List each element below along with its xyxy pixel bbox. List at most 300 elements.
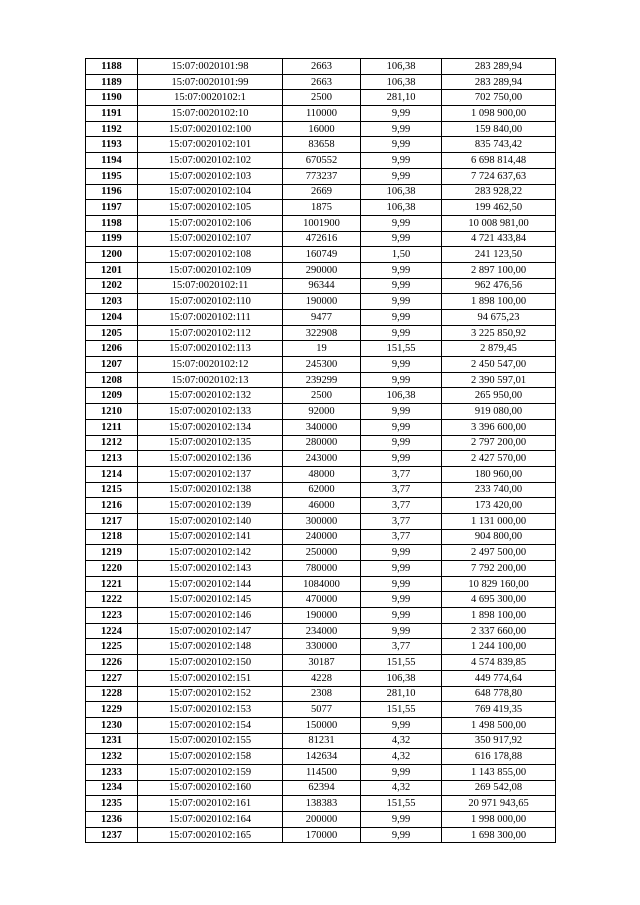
cadastral-value-cell: 10 008 981,00 — [442, 215, 556, 231]
row-number-cell: 1209 — [86, 388, 138, 404]
specific-value-cell: 106,38 — [361, 74, 442, 90]
table-row — [86, 247, 556, 263]
specific-value-cell: 9,99 — [361, 215, 442, 231]
cadastral-number-cell: 15:07:0020102:160 — [138, 780, 283, 796]
table-body — [86, 59, 556, 843]
cadastral-number-cell: 15:07:0020102:158 — [138, 749, 283, 765]
specific-value-cell: 9,99 — [361, 168, 442, 184]
row-number-cell: 1192 — [86, 121, 138, 137]
table-row — [86, 717, 556, 733]
specific-value-cell: 9,99 — [361, 764, 442, 780]
cadastral-number-cell: 15:07:0020102:153 — [138, 702, 283, 718]
cadastral-number-cell: 15:07:0020102:140 — [138, 513, 283, 529]
area-cell: 110000 — [283, 106, 361, 122]
specific-value-cell: 9,99 — [361, 153, 442, 169]
cadastral-value-cell: 4 721 433,84 — [442, 231, 556, 247]
table-row — [86, 153, 556, 169]
cadastral-number-cell: 15:07:0020102:12 — [138, 357, 283, 373]
area-cell: 239299 — [283, 372, 361, 388]
table-row — [86, 592, 556, 608]
table-row — [86, 310, 556, 326]
cadastral-value-cell: 94 675,23 — [442, 310, 556, 326]
table-row — [86, 482, 556, 498]
cadastral-value-cell: 3 396 600,00 — [442, 419, 556, 435]
area-cell: 773237 — [283, 168, 361, 184]
cadastral-value-cell: 199 462,50 — [442, 200, 556, 216]
cadastral-number-cell: 15:07:0020102:143 — [138, 561, 283, 577]
specific-value-cell: 9,99 — [361, 294, 442, 310]
table-row — [86, 168, 556, 184]
row-number-cell: 1231 — [86, 733, 138, 749]
table-row — [86, 137, 556, 153]
cadastral-number-cell: 15:07:0020102:152 — [138, 686, 283, 702]
cadastral-value-cell: 2 390 597,01 — [442, 372, 556, 388]
cadastral-number-cell: 15:07:0020102:107 — [138, 231, 283, 247]
cadastral-number-cell: 15:07:0020102:139 — [138, 498, 283, 514]
row-number-cell: 1229 — [86, 702, 138, 718]
cadastral-value-cell: 904 800,00 — [442, 529, 556, 545]
area-cell: 780000 — [283, 561, 361, 577]
area-cell: 138383 — [283, 796, 361, 812]
table-row — [86, 372, 556, 388]
cadastral-number-cell: 15:07:0020102:159 — [138, 764, 283, 780]
specific-value-cell: 9,99 — [361, 231, 442, 247]
area-cell: 83658 — [283, 137, 361, 153]
area-cell: 2308 — [283, 686, 361, 702]
cadastral-value-cell: 702 750,00 — [442, 90, 556, 106]
cadastral-number-cell: 15:07:0020102:148 — [138, 639, 283, 655]
table-row — [86, 670, 556, 686]
area-cell: 160749 — [283, 247, 361, 263]
cadastral-number-cell: 15:07:0020102:164 — [138, 812, 283, 828]
table-row — [86, 812, 556, 828]
table-row — [86, 215, 556, 231]
specific-value-cell: 9,99 — [361, 576, 442, 592]
specific-value-cell: 3,77 — [361, 513, 442, 529]
cadastral-value-cell: 2 497 500,00 — [442, 545, 556, 561]
row-number-cell: 1236 — [86, 812, 138, 828]
cadastral-number-cell: 15:07:0020102:109 — [138, 262, 283, 278]
cadastral-value-cell: 159 840,00 — [442, 121, 556, 137]
row-number-cell: 1210 — [86, 404, 138, 420]
table-row — [86, 623, 556, 639]
cadastral-number-cell: 15:07:0020102:112 — [138, 325, 283, 341]
row-number-cell: 1204 — [86, 310, 138, 326]
row-number-cell: 1193 — [86, 137, 138, 153]
cadastral-number-cell: 15:07:0020102:136 — [138, 451, 283, 467]
cadastral-number-cell: 15:07:0020102:103 — [138, 168, 283, 184]
specific-value-cell: 9,99 — [361, 717, 442, 733]
table-row — [86, 827, 556, 843]
specific-value-cell: 9,99 — [361, 545, 442, 561]
specific-value-cell: 3,77 — [361, 498, 442, 514]
table-row — [86, 513, 556, 529]
cadastral-value-cell: 233 740,00 — [442, 482, 556, 498]
cadastral-value-cell: 2 427 570,00 — [442, 451, 556, 467]
row-number-cell: 1224 — [86, 623, 138, 639]
cadastral-value-cell: 835 743,42 — [442, 137, 556, 153]
row-number-cell: 1197 — [86, 200, 138, 216]
cadastral-number-cell: 15:07:0020102:105 — [138, 200, 283, 216]
cadastral-value-cell: 269 542,08 — [442, 780, 556, 796]
area-cell: 16000 — [283, 121, 361, 137]
cadastral-value-cell: 241 123,50 — [442, 247, 556, 263]
specific-value-cell: 9,99 — [361, 137, 442, 153]
specific-value-cell: 4,32 — [361, 733, 442, 749]
area-cell: 670552 — [283, 153, 361, 169]
table-row — [86, 435, 556, 451]
cadastral-value-cell: 1 898 100,00 — [442, 608, 556, 624]
specific-value-cell: 4,32 — [361, 780, 442, 796]
area-cell: 250000 — [283, 545, 361, 561]
cadastral-value-cell: 962 476,56 — [442, 278, 556, 294]
row-number-cell: 1194 — [86, 153, 138, 169]
cadastral-number-cell: 15:07:0020102:150 — [138, 655, 283, 671]
area-cell: 472616 — [283, 231, 361, 247]
row-number-cell: 1205 — [86, 325, 138, 341]
table-row — [86, 294, 556, 310]
table-row — [86, 231, 556, 247]
specific-value-cell: 9,99 — [361, 623, 442, 639]
row-number-cell: 1202 — [86, 278, 138, 294]
cadastral-value-cell: 20 971 943,65 — [442, 796, 556, 812]
cadastral-number-cell: 15:07:0020102:161 — [138, 796, 283, 812]
specific-value-cell: 3,77 — [361, 466, 442, 482]
table-row — [86, 278, 556, 294]
cadastral-number-cell: 15:07:0020102:10 — [138, 106, 283, 122]
specific-value-cell: 106,38 — [361, 200, 442, 216]
specific-value-cell: 9,99 — [361, 451, 442, 467]
table-row — [86, 74, 556, 90]
cadastral-number-cell: 15:07:0020102:102 — [138, 153, 283, 169]
row-number-cell: 1188 — [86, 59, 138, 75]
row-number-cell: 1199 — [86, 231, 138, 247]
cadastral-value-cell: 180 960,00 — [442, 466, 556, 482]
cadastral-number-cell: 15:07:0020102:151 — [138, 670, 283, 686]
area-cell: 92000 — [283, 404, 361, 420]
cadastral-number-cell: 15:07:0020102:13 — [138, 372, 283, 388]
specific-value-cell: 9,99 — [361, 608, 442, 624]
cadastral-value-cell: 7 724 637,63 — [442, 168, 556, 184]
cadastral-value-cell: 1 143 855,00 — [442, 764, 556, 780]
specific-value-cell: 281,10 — [361, 686, 442, 702]
specific-value-cell: 106,38 — [361, 670, 442, 686]
area-cell: 62394 — [283, 780, 361, 796]
table-row — [86, 561, 556, 577]
row-number-cell: 1225 — [86, 639, 138, 655]
row-number-cell: 1198 — [86, 215, 138, 231]
specific-value-cell: 3,77 — [361, 529, 442, 545]
specific-value-cell: 3,77 — [361, 639, 442, 655]
area-cell: 322908 — [283, 325, 361, 341]
table-row — [86, 576, 556, 592]
specific-value-cell: 9,99 — [361, 435, 442, 451]
table-row — [86, 341, 556, 357]
cadastral-value-cell: 283 289,94 — [442, 59, 556, 75]
specific-value-cell: 9,99 — [361, 325, 442, 341]
cadastral-number-cell: 15:07:0020101:99 — [138, 74, 283, 90]
specific-value-cell: 281,10 — [361, 90, 442, 106]
cadastral-value-cell: 919 080,00 — [442, 404, 556, 420]
cadastral-number-cell: 15:07:0020102:155 — [138, 733, 283, 749]
cadastral-value-cell: 173 420,00 — [442, 498, 556, 514]
cadastral-number-cell: 15:07:0020102:110 — [138, 294, 283, 310]
cadastral-number-cell: 15:07:0020102:133 — [138, 404, 283, 420]
row-number-cell: 1196 — [86, 184, 138, 200]
specific-value-cell: 106,38 — [361, 388, 442, 404]
area-cell: 114500 — [283, 764, 361, 780]
area-cell: 2663 — [283, 59, 361, 75]
area-cell: 240000 — [283, 529, 361, 545]
cadastral-number-cell: 15:07:0020102:111 — [138, 310, 283, 326]
cadastral-number-cell: 15:07:0020102:142 — [138, 545, 283, 561]
table-row — [86, 106, 556, 122]
specific-value-cell: 9,99 — [361, 262, 442, 278]
area-cell: 280000 — [283, 435, 361, 451]
area-cell: 2500 — [283, 90, 361, 106]
cadastral-value-cell: 4 574 839,85 — [442, 655, 556, 671]
table-row — [86, 702, 556, 718]
row-number-cell: 1233 — [86, 764, 138, 780]
specific-value-cell: 1,50 — [361, 247, 442, 263]
cadastral-number-cell: 15:07:0020102:138 — [138, 482, 283, 498]
table-row — [86, 90, 556, 106]
cadastral-value-cell: 1 898 100,00 — [442, 294, 556, 310]
row-number-cell: 1228 — [86, 686, 138, 702]
cadastral-number-cell: 15:07:0020102:101 — [138, 137, 283, 153]
area-cell: 234000 — [283, 623, 361, 639]
area-cell: 170000 — [283, 827, 361, 843]
row-number-cell: 1220 — [86, 561, 138, 577]
cadastral-number-cell: 15:07:0020102:137 — [138, 466, 283, 482]
area-cell: 96344 — [283, 278, 361, 294]
row-number-cell: 1216 — [86, 498, 138, 514]
table-row — [86, 655, 556, 671]
specific-value-cell: 3,77 — [361, 482, 442, 498]
row-number-cell: 1218 — [86, 529, 138, 545]
table-row — [86, 357, 556, 373]
row-number-cell: 1234 — [86, 780, 138, 796]
cadastral-value-cell: 350 917,92 — [442, 733, 556, 749]
row-number-cell: 1195 — [86, 168, 138, 184]
cadastral-value-cell: 3 225 850,92 — [442, 325, 556, 341]
specific-value-cell: 9,99 — [361, 310, 442, 326]
cadastral-number-cell: 15:07:0020102:147 — [138, 623, 283, 639]
specific-value-cell: 9,99 — [361, 357, 442, 373]
table-row — [86, 466, 556, 482]
row-number-cell: 1213 — [86, 451, 138, 467]
table-row — [86, 733, 556, 749]
table-row — [86, 325, 556, 341]
specific-value-cell: 9,99 — [361, 121, 442, 137]
area-cell: 81231 — [283, 733, 361, 749]
specific-value-cell: 9,99 — [361, 827, 442, 843]
area-cell: 4228 — [283, 670, 361, 686]
cadastral-number-cell: 15:07:0020102:154 — [138, 717, 283, 733]
table-row — [86, 796, 556, 812]
cadastral-value-cell: 1 498 500,00 — [442, 717, 556, 733]
table-row — [86, 749, 556, 765]
cadastral-value-cell: 265 950,00 — [442, 388, 556, 404]
specific-value-cell: 9,99 — [361, 592, 442, 608]
cadastral-number-cell: 15:07:0020102:11 — [138, 278, 283, 294]
cadastral-number-cell: 15:07:0020102:144 — [138, 576, 283, 592]
cadastral-value-cell: 449 774,64 — [442, 670, 556, 686]
cadastral-value-cell: 1 131 000,00 — [442, 513, 556, 529]
table-row — [86, 262, 556, 278]
specific-value-cell: 151,55 — [361, 341, 442, 357]
table-row — [86, 498, 556, 514]
row-number-cell: 1214 — [86, 466, 138, 482]
row-number-cell: 1235 — [86, 796, 138, 812]
area-cell: 150000 — [283, 717, 361, 733]
area-cell: 62000 — [283, 482, 361, 498]
area-cell: 46000 — [283, 498, 361, 514]
cadastral-value-cell: 2 450 547,00 — [442, 357, 556, 373]
area-cell: 2663 — [283, 74, 361, 90]
row-number-cell: 1208 — [86, 372, 138, 388]
row-number-cell: 1207 — [86, 357, 138, 373]
specific-value-cell: 151,55 — [361, 655, 442, 671]
row-number-cell: 1232 — [86, 749, 138, 765]
cadastral-number-cell: 15:07:0020102:108 — [138, 247, 283, 263]
table-row — [86, 200, 556, 216]
table-row — [86, 529, 556, 545]
area-cell: 1084000 — [283, 576, 361, 592]
area-cell: 243000 — [283, 451, 361, 467]
area-cell: 290000 — [283, 262, 361, 278]
row-number-cell: 1222 — [86, 592, 138, 608]
cadastral-number-cell: 15:07:0020102:132 — [138, 388, 283, 404]
row-number-cell: 1217 — [86, 513, 138, 529]
area-cell: 1875 — [283, 200, 361, 216]
area-cell: 330000 — [283, 639, 361, 655]
row-number-cell: 1212 — [86, 435, 138, 451]
cadastral-value-cell: 283 289,94 — [442, 74, 556, 90]
table-row — [86, 764, 556, 780]
area-cell: 470000 — [283, 592, 361, 608]
table-row — [86, 686, 556, 702]
cadastral-value-cell: 616 178,88 — [442, 749, 556, 765]
row-number-cell: 1200 — [86, 247, 138, 263]
specific-value-cell: 4,32 — [361, 749, 442, 765]
row-number-cell: 1189 — [86, 74, 138, 90]
cadastral-value-cell: 769 419,35 — [442, 702, 556, 718]
cadastral-value-cell: 2 897 100,00 — [442, 262, 556, 278]
table-row — [86, 388, 556, 404]
cadastral-number-cell: 15:07:0020102:135 — [138, 435, 283, 451]
cadastral-number-cell: 15:07:0020102:113 — [138, 341, 283, 357]
cadastral-value-cell: 1 098 900,00 — [442, 106, 556, 122]
row-number-cell: 1219 — [86, 545, 138, 561]
table-row — [86, 608, 556, 624]
specific-value-cell: 106,38 — [361, 59, 442, 75]
row-number-cell: 1227 — [86, 670, 138, 686]
cadastral-value-cell: 1 998 000,00 — [442, 812, 556, 828]
area-cell: 19 — [283, 341, 361, 357]
row-number-cell: 1211 — [86, 419, 138, 435]
area-cell: 300000 — [283, 513, 361, 529]
area-cell: 245300 — [283, 357, 361, 373]
specific-value-cell: 9,99 — [361, 404, 442, 420]
specific-value-cell: 9,99 — [361, 561, 442, 577]
specific-value-cell: 9,99 — [361, 372, 442, 388]
specific-value-cell: 9,99 — [361, 106, 442, 122]
cadastral-number-cell: 15:07:0020101:98 — [138, 59, 283, 75]
cadastral-number-cell: 15:07:0020102:104 — [138, 184, 283, 200]
cadastral-value-cell: 2 879,45 — [442, 341, 556, 357]
table-row — [86, 184, 556, 200]
table-row — [86, 639, 556, 655]
row-number-cell: 1237 — [86, 827, 138, 843]
cadastral-value-cell: 6 698 814,48 — [442, 153, 556, 169]
area-cell: 200000 — [283, 812, 361, 828]
cadastral-value-table — [85, 58, 556, 843]
cadastral-number-cell: 15:07:0020102:145 — [138, 592, 283, 608]
row-number-cell: 1191 — [86, 106, 138, 122]
cadastral-number-cell: 15:07:0020102:1 — [138, 90, 283, 106]
row-number-cell: 1190 — [86, 90, 138, 106]
table-row — [86, 419, 556, 435]
cadastral-value-cell: 7 792 200,00 — [442, 561, 556, 577]
cadastral-number-cell: 15:07:0020102:165 — [138, 827, 283, 843]
area-cell: 30187 — [283, 655, 361, 671]
row-number-cell: 1203 — [86, 294, 138, 310]
cadastral-value-cell: 2 337 660,00 — [442, 623, 556, 639]
specific-value-cell: 106,38 — [361, 184, 442, 200]
row-number-cell: 1223 — [86, 608, 138, 624]
table-row — [86, 59, 556, 75]
area-cell: 340000 — [283, 419, 361, 435]
row-number-cell: 1201 — [86, 262, 138, 278]
table-row — [86, 780, 556, 796]
area-cell: 2500 — [283, 388, 361, 404]
cadastral-value-cell: 283 928,22 — [442, 184, 556, 200]
cadastral-number-cell: 15:07:0020102:146 — [138, 608, 283, 624]
cadastral-number-cell: 15:07:0020102:141 — [138, 529, 283, 545]
cadastral-value-cell: 2 797 200,00 — [442, 435, 556, 451]
specific-value-cell: 9,99 — [361, 812, 442, 828]
specific-value-cell: 151,55 — [361, 702, 442, 718]
cadastral-value-cell: 1 698 300,00 — [442, 827, 556, 843]
table-row — [86, 451, 556, 467]
specific-value-cell: 9,99 — [361, 278, 442, 294]
table-row — [86, 545, 556, 561]
cadastral-value-cell: 4 695 300,00 — [442, 592, 556, 608]
row-number-cell: 1230 — [86, 717, 138, 733]
cadastral-number-cell: 15:07:0020102:134 — [138, 419, 283, 435]
area-cell: 48000 — [283, 466, 361, 482]
cadastral-value-cell: 1 244 100,00 — [442, 639, 556, 655]
table-row — [86, 121, 556, 137]
cadastral-value-cell: 10 829 160,00 — [442, 576, 556, 592]
cadastral-number-cell: 15:07:0020102:100 — [138, 121, 283, 137]
row-number-cell: 1221 — [86, 576, 138, 592]
table-row — [86, 404, 556, 420]
area-cell: 1001900 — [283, 215, 361, 231]
area-cell: 5077 — [283, 702, 361, 718]
area-cell: 142634 — [283, 749, 361, 765]
row-number-cell: 1226 — [86, 655, 138, 671]
area-cell: 2669 — [283, 184, 361, 200]
row-number-cell: 1215 — [86, 482, 138, 498]
cadastral-value-cell: 648 778,80 — [442, 686, 556, 702]
specific-value-cell: 9,99 — [361, 419, 442, 435]
area-cell: 190000 — [283, 608, 361, 624]
specific-value-cell: 151,55 — [361, 796, 442, 812]
cadastral-number-cell: 15:07:0020102:106 — [138, 215, 283, 231]
row-number-cell: 1206 — [86, 341, 138, 357]
